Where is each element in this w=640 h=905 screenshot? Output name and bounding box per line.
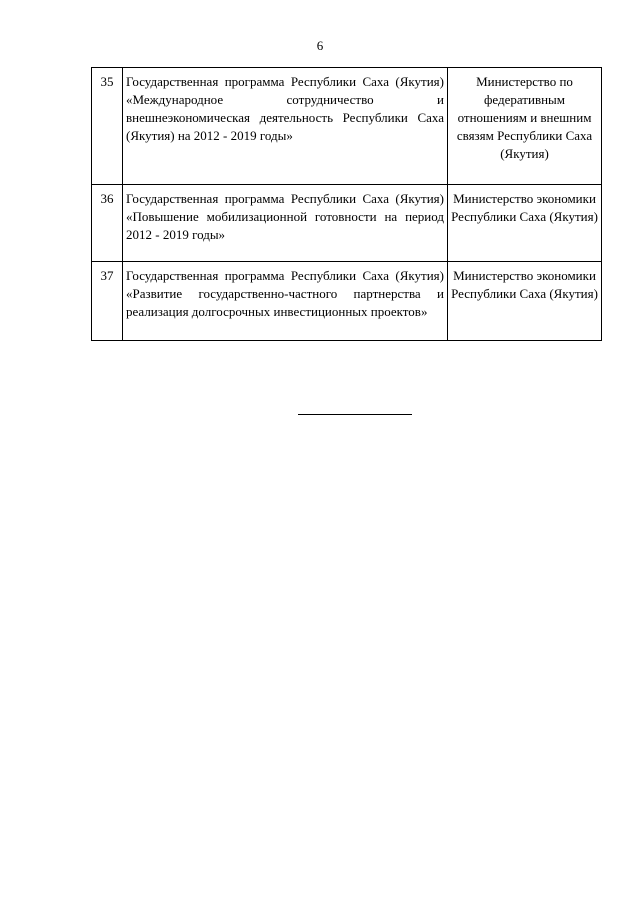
table-row <box>92 68 602 185</box>
program-title: Государственная программа Республики Саха (Якутия) «Повышение мобилизационной готовности на период 2012 - 2019 годы» <box>123 185 448 262</box>
table-row <box>92 185 602 262</box>
program-title: Государственная программа Республики Саха (Якутия) «Международное сотрудничество и внешнеэкономическая деятельность Республики Саха (Якутия) на 2012 - 2019 годы» <box>123 68 448 185</box>
page-number: 6 <box>316 38 324 53</box>
responsible-ministry: Министерство по федеративным отношениям и внешним связям Республики Саха (Якутия) <box>448 68 602 185</box>
row-number: 35 <box>92 68 123 185</box>
responsible-ministry: Министерство экономики Республики Саха (Якутия) <box>448 262 602 341</box>
programs-table <box>91 67 602 341</box>
responsible-ministry: Министерство экономики Республики Саха (Якутия) <box>448 185 602 262</box>
table-row <box>92 262 602 341</box>
closing-divider-line <box>298 414 412 415</box>
row-number: 36 <box>92 185 123 262</box>
row-number: 37 <box>92 262 123 341</box>
program-title: Государственная программа Республики Саха (Якутия) «Развитие государственно-частного партнерства и реализация долгосрочных инвестиционных проектов» <box>123 262 448 341</box>
